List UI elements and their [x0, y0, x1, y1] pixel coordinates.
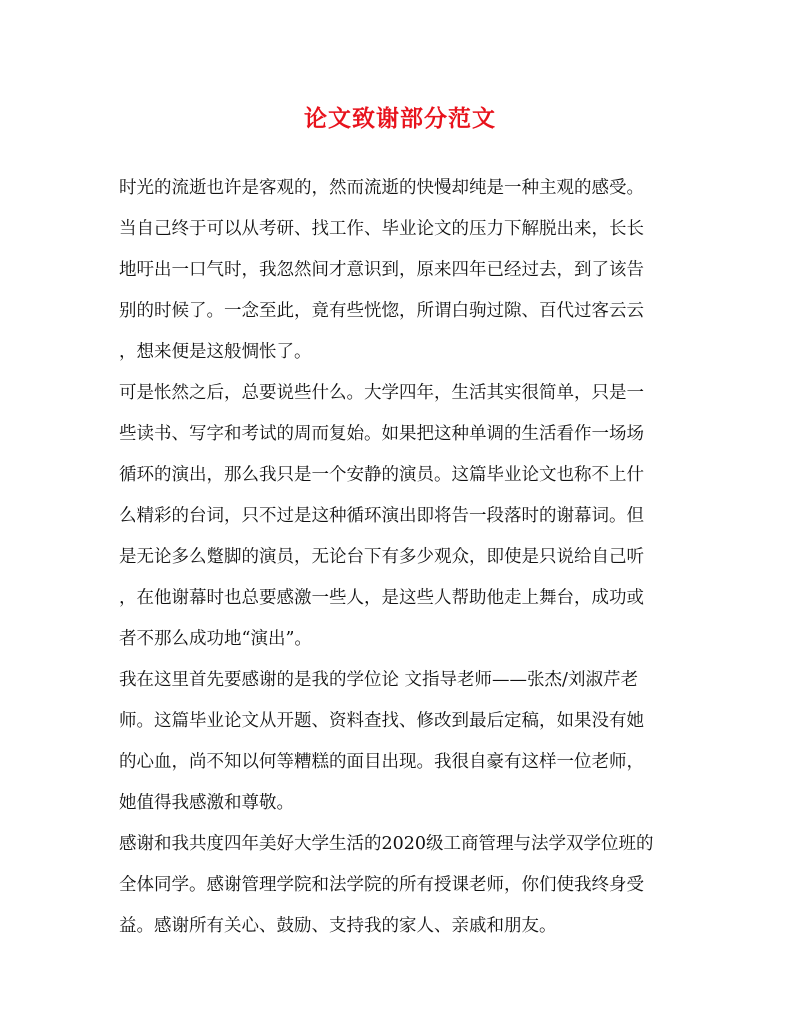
body-line: 她值得我感激和尊敬。 — [119, 793, 294, 813]
document-title: 论文致谢部分范文 — [304, 105, 496, 132]
body-line: 循环的演出，那么我只是一个安静的演员。这篇毕业论文也称不上什 — [119, 465, 644, 485]
body-line: 的心血，尚不知以何等糟糕的面目出现。我很自豪有这样一位老师， — [119, 752, 644, 772]
body-line: 别的时候了。一念至此，竟有些恍惚，所谓白驹过隙、百代过客云云 — [119, 301, 644, 321]
body-line: 我在这里首先要感谢的是我的学位论 文指导老师——张杰/刘淑芹老 — [119, 670, 638, 690]
body-line: ，想来便是这般惆怅了。 — [119, 342, 312, 362]
body-line: 地吁出一口气时，我忽然间才意识到，原来四年已经过去，到了该告 — [119, 260, 644, 280]
body-line: 全体同学。感谢管理学院和法学院的所有授课老师，你们使我终身受 — [119, 875, 644, 895]
body-line: 可是怅然之后，总要说些什么。大学四年，生活其实很简单，只是一 — [119, 383, 644, 403]
body-line: 感谢和我共度四年美好大学生活的2020级工商管理与法学双学位班的 — [119, 834, 654, 854]
body-line: 时光的流逝也许是客观的，然而流逝的快慢却纯是一种主观的感受。 — [119, 178, 644, 198]
body-line: 些读书、写字和考试的周而复始。如果把这种单调的生活看作一场场 — [119, 424, 644, 444]
body-line: ，在他谢幕时也总要感激一些人，是这些人帮助他走上舞台，成功或 — [119, 588, 644, 608]
body-line: 师。这篇毕业论文从开题、资料查找、修改到最后定稿，如果没有她 — [119, 711, 644, 731]
body-line: 者不那么成功地“演出”。 — [119, 629, 312, 649]
body-line: 是无论多么蹩脚的演员，无论台下有多少观众，即使是只说给自己听 — [119, 547, 644, 567]
body-line: 当自己终于可以从考研、找工作、毕业论文的压力下解脱出来，长长 — [119, 219, 644, 239]
body-line: 么精彩的台词，只不过是这种循环演出即将告一段落时的谢幕词。但 — [119, 506, 644, 526]
body-line: 益。感谢所有关心、鼓励、支持我的家人、亲戚和朋友。 — [119, 916, 557, 936]
